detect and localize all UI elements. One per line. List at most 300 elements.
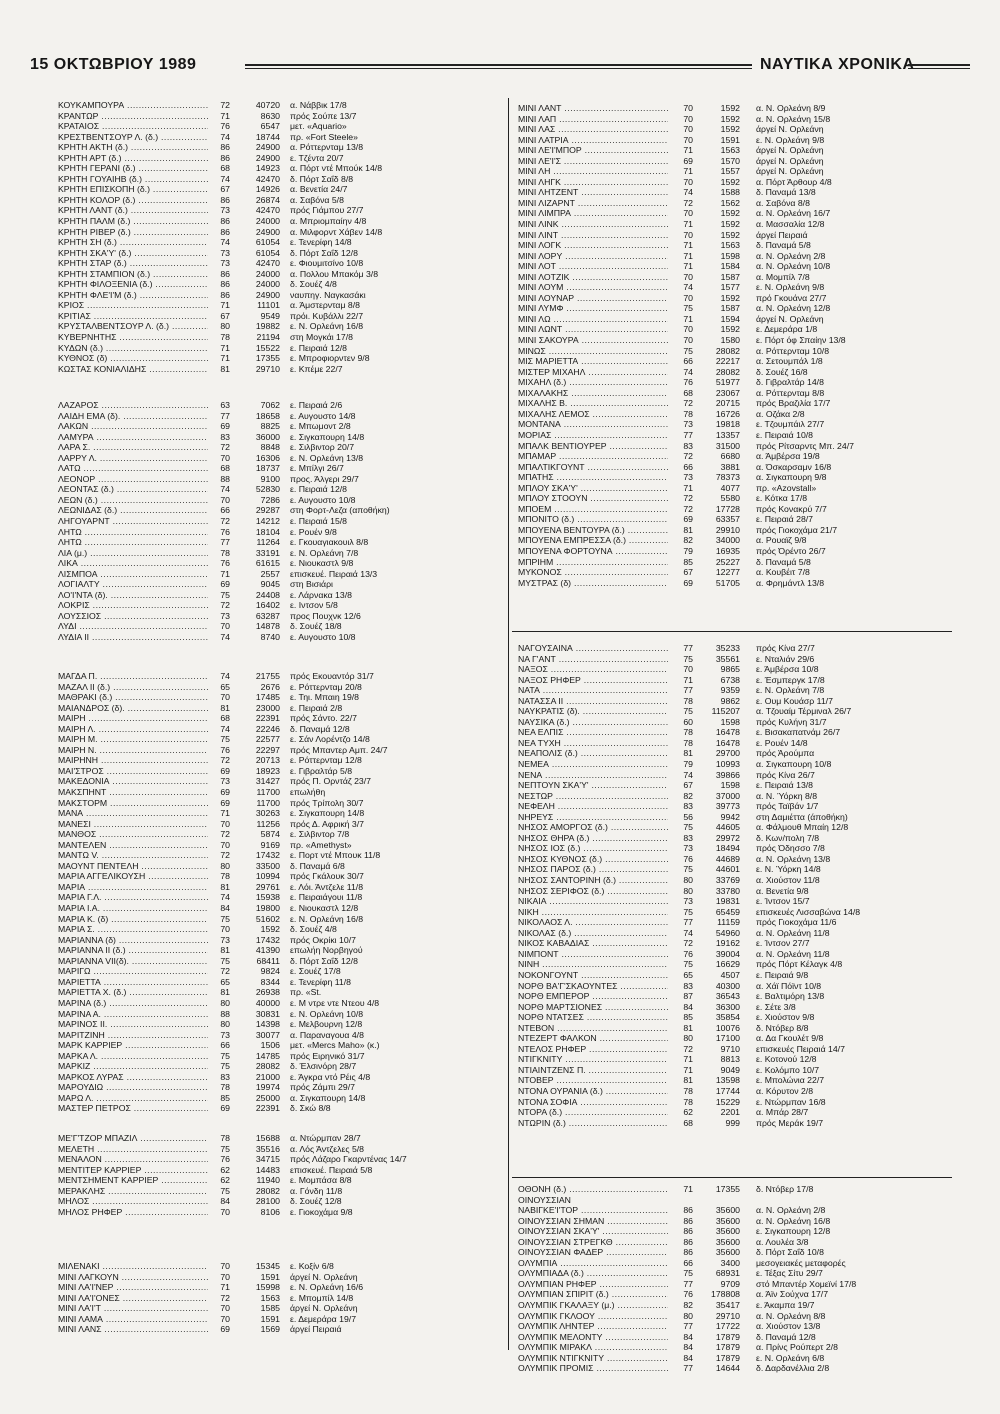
ship-name: ΝΟΚΟΝΓΟΥΝΤ ..... bbox=[518, 970, 668, 981]
build-year: 81 bbox=[683, 524, 693, 535]
tonnage: 17728 bbox=[715, 503, 740, 514]
ship-name: ΝΕΠΤΟΥΝ ΣΚΑ'Υ' ..... bbox=[518, 780, 668, 791]
ship-name: ΜΑΣΤΕΡ ΠΕΤΡΟΣ ..... bbox=[58, 1103, 208, 1114]
ship-name: ΛΕΟΝΤΑΣ (δ.) ..... bbox=[58, 484, 208, 495]
tonnage: 9710 bbox=[720, 1043, 740, 1054]
build-year: 70 bbox=[683, 324, 693, 335]
position-note: άργεί Ν. Ορλεάνη bbox=[756, 155, 824, 166]
build-year: 80 bbox=[683, 1310, 693, 1321]
position-note: α. Ν. Ορλεάνη 2/8 bbox=[756, 250, 826, 261]
tonnage: 2676 bbox=[260, 681, 280, 692]
build-year: 75 bbox=[683, 906, 693, 917]
tonnage: 25227 bbox=[715, 556, 740, 567]
build-year: 75 bbox=[683, 303, 693, 314]
ship-name: ΜΑΡΙΓΩ ..... bbox=[58, 966, 208, 977]
tonnage: 33780 bbox=[715, 885, 740, 896]
position-note: ε. Πόρτ όφ Σπαίην 13/8 bbox=[756, 335, 846, 346]
ship-name: ΝΕΑΠΟΛΙΣ (δ.) ..... bbox=[518, 748, 668, 759]
tonnage: 17485 bbox=[255, 692, 280, 703]
position-note: ε. Χιούστον 9/8 bbox=[756, 1012, 815, 1023]
position-note: ε. Ν. Ορλεάνη 9/8 bbox=[756, 282, 825, 293]
ship-name: ΛΕΟΝΟΡ ..... bbox=[58, 474, 208, 485]
tonnage: 16478 bbox=[715, 727, 740, 738]
ship-name: ΛΙΑ (μ.) ..... bbox=[58, 548, 208, 559]
ship-name: ΝΤΩΡΙΝ (δ.) ..... bbox=[518, 1118, 668, 1129]
tonnage: 51705 bbox=[715, 577, 740, 588]
position-note: δ. Δαρδανέλλια 2/8 bbox=[756, 1363, 830, 1374]
build-year: 70 bbox=[683, 134, 693, 145]
position-note: α. Φρημάντλ 13/8 bbox=[756, 577, 825, 588]
position-note: ε. Τζέντα 20/7 bbox=[290, 152, 344, 163]
position-note: ε. Σάν Λορέντζο 14/8 bbox=[290, 734, 370, 745]
ship-name: ΛΙΣΜΠΟΑ ..... bbox=[58, 569, 208, 580]
build-year: 67 bbox=[683, 567, 693, 578]
tonnage: 23067 bbox=[715, 387, 740, 398]
position-note: δ. Ντόβερ 17/8 bbox=[756, 1184, 814, 1194]
build-year: 73 bbox=[220, 776, 230, 787]
build-year: 76 bbox=[683, 377, 693, 388]
tonnage: 36300 bbox=[715, 1001, 740, 1012]
position-note: α. Μπάρ 28/7 bbox=[756, 1107, 809, 1118]
tonnage: 1598 bbox=[720, 250, 740, 261]
tonnage: 7062 bbox=[260, 400, 280, 410]
tonnage: 14923 bbox=[255, 163, 280, 174]
ship-name: ΜΠΛΟΥ ΣΤΟΟΥΝ ..... bbox=[518, 493, 668, 504]
ship-name: ΜΙΧΑΗΛ (δ.) ..... bbox=[518, 377, 668, 388]
position-note: στη Δαμιέττα (άποθήκη) bbox=[756, 811, 848, 822]
ship-name: ΝΤΟΒΕΡ ..... bbox=[518, 1075, 668, 1086]
tonnage: 35600 bbox=[715, 1236, 740, 1247]
position-note: πρός Όδησσο 7/8 bbox=[756, 843, 825, 854]
tonnage: 1577 bbox=[720, 282, 740, 293]
build-year: 78 bbox=[683, 695, 693, 706]
tonnage: 35600 bbox=[715, 1247, 740, 1258]
build-year: 66 bbox=[683, 356, 693, 367]
ship-name: ΜΠΟΕΜ ..... bbox=[518, 504, 668, 515]
build-year: 62 bbox=[220, 1164, 230, 1175]
position-note: α. Σαβόνα 5/8 bbox=[290, 194, 344, 205]
position-note: ε. Σιγκαπουρη 12/8 bbox=[756, 1226, 831, 1237]
position-note: α. Όσκαρσαμν 16/8 bbox=[756, 461, 832, 472]
ship-name: ΛΑΚΩΝ ..... bbox=[58, 421, 208, 432]
tonnage: 28082 bbox=[715, 366, 740, 377]
ship-name: ΜΑΡΚ ΚΑΡΡΙΕΡ ..... bbox=[58, 1040, 208, 1051]
ship-name: ΜΙΛΕΝΑΚΙ ..... bbox=[58, 1261, 208, 1272]
position-note: δ. Κων/πολη 7/8 bbox=[756, 832, 820, 843]
position-note: ε. Κοτονού 12/8 bbox=[756, 1054, 817, 1065]
position-note: ε. Πειραιά 10/8 bbox=[756, 429, 814, 440]
position-note: ε. Ρόττερνταμ 12/8 bbox=[290, 755, 362, 766]
ship-name: ΝΑΥΚΡΑΤΙΣ (δ). ..... bbox=[518, 706, 668, 717]
position-note: α. Μπριομπαίην 4/8 bbox=[290, 216, 367, 227]
build-year: 76 bbox=[220, 526, 230, 537]
position-note: ε. Ουμ Κουάσρ 11/7 bbox=[756, 695, 833, 706]
tonnage: 17744 bbox=[715, 1085, 740, 1096]
ship-name: ΝΗΣΟΣ ΚΥΘΝΟΣ (δ.) ..... bbox=[518, 854, 668, 865]
position-note: α. Παραναγουα 4/8 bbox=[290, 1029, 364, 1040]
ship-name: ΜΑΡΙΑ Κ. (δ) ..... bbox=[58, 914, 208, 925]
tonnage: 178808 bbox=[711, 1289, 740, 1300]
ship-name: ΜΑΚΣΤΟΡΜ ..... bbox=[58, 798, 208, 809]
ship-name: ΚΩΣΤΑΣ ΚΟΝΙΑΛΙΔΗΣ ..... bbox=[58, 364, 208, 375]
build-year: 74 bbox=[220, 173, 230, 184]
build-year: 67 bbox=[683, 780, 693, 791]
ship-name: ΝΕΝΑ ..... bbox=[518, 770, 668, 781]
build-year: 77 bbox=[220, 410, 230, 421]
build-year: 82 bbox=[683, 790, 693, 801]
build-year: 75 bbox=[683, 653, 693, 664]
build-year: 67 bbox=[220, 310, 230, 321]
tonnage: 33500 bbox=[255, 860, 280, 871]
ship-name: ΜΑΙΡΗ Λ. ..... bbox=[58, 724, 208, 735]
header-rule bbox=[908, 64, 970, 69]
build-year: 70 bbox=[683, 124, 693, 135]
build-year: 76 bbox=[220, 1154, 230, 1165]
build-year: 77 bbox=[683, 1363, 693, 1374]
build-year: 80 bbox=[220, 1019, 230, 1030]
build-year: 76 bbox=[683, 1289, 693, 1300]
position-note: α. Λουλέα 3/8 bbox=[756, 1236, 809, 1247]
ship-name: ΜΙΝΙ ΛΕ'Ι'ΜΠΟΡ ..... bbox=[518, 145, 668, 156]
tonnage: 18923 bbox=[255, 765, 280, 776]
build-year: 70 bbox=[683, 271, 693, 282]
position-note: ε. Βαλτιμόρη 13/8 bbox=[756, 991, 825, 1002]
position-note: επωλήθη bbox=[290, 787, 326, 798]
tonnage: 6547 bbox=[260, 121, 280, 132]
ship-name: ΜΙΝΙ ΛΑΠ ..... bbox=[518, 114, 668, 125]
ship-name: ΚΡΗΤΗ ΣΤΑΜΠΙΟΝ (δ.) ..... bbox=[58, 269, 208, 280]
position-note: α. Ρόττερνταμ 13/8 bbox=[290, 142, 364, 153]
position-note: στη Φορτ-Λεζα (αποθήκη) bbox=[290, 505, 390, 516]
position-note: μετ. «Mercs Maho» (κ.) bbox=[290, 1040, 380, 1051]
build-year: 87 bbox=[683, 991, 693, 1002]
ship-name: ΚΥΒΕΡΝΗΤΗΣ ..... bbox=[58, 332, 208, 343]
position-note: ε. Μπωμοντ 2/8 bbox=[290, 421, 351, 432]
position-note: α. Σιγκαπουρη 10/8 bbox=[756, 759, 832, 770]
tonnage: 17879 bbox=[715, 1352, 740, 1363]
tonnage: 24900 bbox=[255, 226, 280, 237]
position-note: επισκευές Πειραιά 14/7 bbox=[756, 1043, 845, 1054]
ship-name: ΜΠΟΥΕΝΑ ΒΕΝΤΟΥΡΑ (δ.) ..... bbox=[518, 525, 668, 536]
ship-name: ΜΑΡΙΕΤΤΑ Χ. (δ.) ..... bbox=[58, 987, 208, 998]
build-year: 71 bbox=[683, 219, 693, 230]
ship-name: ΝΗΣΟΣ ΣΕΡΙΦΟΣ (δ.) ..... bbox=[518, 886, 668, 897]
ship-name: ΝΑ Γ'ΑΝΤ ..... bbox=[518, 654, 668, 665]
build-year: 65 bbox=[220, 681, 230, 692]
position-note: επισκευές Λισσαβώνα 14/8 bbox=[756, 906, 861, 917]
position-note: α. Χιούστον 13/8 bbox=[756, 1321, 821, 1332]
position-note: α. Χιούστον 11/8 bbox=[756, 875, 820, 886]
tonnage: 44601 bbox=[715, 864, 740, 875]
build-year: 86 bbox=[220, 268, 230, 279]
tonnage: 9549 bbox=[260, 310, 280, 321]
ship-name: ΜΙΝΙ ΛΟΥΝΑΡ ..... bbox=[518, 293, 668, 304]
position-note: στη Μογκάι 17/8 bbox=[290, 332, 353, 343]
ship-name: ΝΗΣΟΣ ΙΟΣ (δ.) ..... bbox=[518, 843, 668, 854]
position-note: ε. Πειραιά 15/8 bbox=[290, 516, 348, 527]
ship-name: ΜΙΝΙ ΛΥΜΦ ..... bbox=[518, 303, 668, 314]
position-note: ε. Σιγκαπουρη 14/8 bbox=[290, 431, 365, 442]
ship-name: ΜΙΝΙ ΛΗΓΚ ..... bbox=[518, 177, 668, 188]
position-note: α. Ν. Ορλεάνη 15/8 bbox=[756, 113, 831, 124]
ship-name: ΜΙΝΙ ΛΙΖΑΡΝΤ ..... bbox=[518, 198, 668, 209]
build-year: 69 bbox=[683, 155, 693, 166]
build-year: 71 bbox=[220, 353, 230, 364]
position-note: μετ. «Aquario» bbox=[290, 121, 347, 132]
tonnage: 17355 bbox=[715, 1184, 740, 1194]
ship-name: ΚΡΥΣΤΑΛΒΕΝΤΣΟΥΡ Λ. (δ.) ..... bbox=[58, 321, 208, 332]
build-year: 86 bbox=[683, 1215, 693, 1226]
position-note: δ. Σουέζ 18/8 bbox=[290, 621, 342, 632]
ship-name: ΜΙΝΙ ΛΙΜΠΡΑ ..... bbox=[518, 208, 668, 219]
tonnage: 1592 bbox=[720, 176, 740, 187]
tonnage: 21755 bbox=[255, 671, 280, 681]
build-year: 70 bbox=[220, 1206, 230, 1217]
ship-name: ΝΤΕΒΟΝ ..... bbox=[518, 1023, 668, 1034]
tonnage: 15345 bbox=[255, 1261, 280, 1271]
tonnage: 11700 bbox=[256, 797, 280, 808]
position-note: α. Ν. Ορλεάνη 16/7 bbox=[756, 208, 831, 219]
build-year: 68 bbox=[220, 713, 230, 724]
position-note: α. Μιλφορντ Χάβεν 14/8 bbox=[290, 226, 383, 237]
ship-name: ΝΕΑ ΤΥΧΗ ..... bbox=[518, 738, 668, 749]
position-note: δ. Πόρτ Σαΐδ 10/8 bbox=[756, 1247, 824, 1258]
ship-name: ΚΡΗΤΗ ΓΟΥΑΙΗΒ (δ.) ..... bbox=[58, 174, 208, 185]
position-note: πρός Κυλήνη 31/7 bbox=[756, 716, 827, 727]
tonnage: 15998 bbox=[255, 1282, 280, 1293]
build-year: 66 bbox=[220, 1040, 230, 1051]
ship-name: ΜΙΝΙ ΛΟΥΜ ..... bbox=[518, 282, 668, 293]
build-year: 81 bbox=[683, 748, 693, 759]
tonnage: 68931 bbox=[715, 1268, 740, 1279]
tonnage: 35233 bbox=[715, 643, 740, 653]
position-note: άργεί Ν. Ορλεάνη bbox=[756, 124, 824, 135]
position-note: ε. Κότκα 17/8 bbox=[756, 493, 808, 504]
tonnage: 29710 bbox=[255, 363, 280, 374]
tonnage: 11264 bbox=[256, 537, 280, 548]
ship-name: ΜΑΙΡΗ Μ. ..... bbox=[58, 734, 208, 745]
build-year: 70 bbox=[220, 1303, 230, 1314]
position-note: α. Βενετία 24/7 bbox=[290, 184, 348, 195]
ship-name: ΜΑΡΙΑ Σ. ..... bbox=[58, 924, 208, 935]
ship-name: ΜΑΡΙΝΑ (δ.) ..... bbox=[58, 998, 208, 1009]
position-note: πρός Γιοκοχάμα 21/7 bbox=[756, 524, 838, 535]
tonnage: 78373 bbox=[715, 472, 740, 483]
build-year: 71 bbox=[683, 261, 693, 272]
ship-name: ΛΑΡΡΥ Λ. ..... bbox=[58, 453, 208, 464]
position-note: ε. Δεμεράρα 1/8 bbox=[756, 324, 818, 335]
position-note: ε. Ν. Ορλεάνη 16/6 bbox=[290, 1282, 364, 1293]
position-note: ε. Σιλβιντορ 20/7 bbox=[290, 442, 355, 453]
page-header bbox=[30, 52, 975, 82]
tonnage: 115207 bbox=[711, 706, 740, 717]
build-year: 84 bbox=[683, 1342, 693, 1353]
position-note: πρός Μεράκ 19/7 bbox=[756, 1117, 824, 1128]
build-year: 83 bbox=[683, 832, 693, 843]
build-year: 75 bbox=[683, 345, 693, 356]
ship-name: ΜΠΑΤΗΣ ..... bbox=[518, 472, 668, 483]
ship-name: ΜΠΡΙΗΜ ..... bbox=[518, 557, 668, 568]
ship-name: ΛΑΖΑΡΟΣ ..... bbox=[58, 400, 208, 411]
tonnage: 31500 bbox=[715, 440, 740, 451]
position-note: ε. Πειραιά 13/8 bbox=[756, 780, 814, 791]
position-note: δ. Παναμά 12/8 bbox=[756, 1331, 816, 1342]
tonnage: 52830 bbox=[255, 484, 280, 495]
build-year: 83 bbox=[683, 801, 693, 812]
position-note: δ. Σκώ 8/8 bbox=[290, 1103, 331, 1114]
position-note: πρός Όρέντο 26/7 bbox=[756, 545, 826, 556]
build-year: 69 bbox=[683, 514, 693, 525]
build-year: 73 bbox=[220, 1029, 230, 1040]
ship-name: ΛΥΔΙ ..... bbox=[58, 621, 208, 632]
ship-name: ΝΤΙΑΙΝΤΖΕΝΣ Π. ..... bbox=[518, 1065, 668, 1076]
tonnage: 14785 bbox=[255, 1050, 280, 1061]
ship-name: ΝΟΡΘ ΒΑ'Γ'ΣΚΑΟΥΝΤΕΣ ..... bbox=[518, 981, 668, 992]
position-note: προς. Άλγερι 29/7 bbox=[290, 473, 359, 484]
tonnage: 29710 bbox=[715, 1310, 740, 1321]
position-note: άργεί Πειραιά bbox=[290, 1324, 342, 1335]
ship-name: ΛΗΤΩ ..... bbox=[58, 537, 208, 548]
build-year: 72 bbox=[220, 100, 230, 110]
tonnage: 36000 bbox=[255, 431, 280, 442]
ship-name: ΟΙΝΟΥΣΣΙΑΝ ΣΗΜΑΝ ..... bbox=[518, 1216, 668, 1227]
tonnage: 14926 bbox=[255, 184, 280, 195]
build-year: 72 bbox=[220, 1292, 230, 1303]
build-year: 69 bbox=[220, 765, 230, 776]
tonnage: 1585 bbox=[260, 1303, 280, 1314]
ship-name: ΚΡΕΣΤΒΕΝΤΣΟΥΡ Λ. (δ.) ..... bbox=[58, 132, 208, 143]
build-year: 80 bbox=[683, 885, 693, 896]
tonnage: 31427 bbox=[255, 776, 280, 787]
position-note: στη Βισιάρι bbox=[290, 579, 333, 590]
build-year: 75 bbox=[220, 913, 230, 924]
build-year: 86 bbox=[220, 226, 230, 237]
build-year: 86 bbox=[220, 152, 230, 163]
position-note: πρός Άρούμπα bbox=[756, 748, 815, 759]
tonnage: 63287 bbox=[255, 610, 280, 621]
ship-name: ΛΑΙΔΗ ΕΜΑ (δ). ..... bbox=[58, 411, 208, 422]
ship-name: ΟΛΥΜΠΙΚ ΜΕΛΟΝΤΥ ..... bbox=[518, 1332, 668, 1343]
position-note: ε. Φιουμιτσίνο 10/8 bbox=[290, 258, 364, 269]
build-year: 74 bbox=[220, 671, 230, 681]
position-note: ε. Ρόττερνταμ 20/8 bbox=[290, 681, 362, 692]
ship-name: ΚΡΗΤΗ ΛΑΝΤ (δ.) ..... bbox=[58, 205, 208, 216]
build-year: 70 bbox=[683, 176, 693, 187]
tonnage: 35516 bbox=[255, 1143, 280, 1154]
position-note: α. Ν. Ορλεάνη 10/8 bbox=[756, 261, 831, 272]
build-year: 72 bbox=[220, 600, 230, 611]
position-note: α. Ρόττερνταμ 10/8 bbox=[756, 345, 830, 356]
position-note: δ. Παναμά 6/8 bbox=[290, 860, 345, 871]
build-year: 73 bbox=[220, 247, 230, 258]
tonnage: 8825 bbox=[260, 421, 280, 432]
ship-name: ΝΤΕΖΕΡΤ ΦΑΛΚΟΝ ..... bbox=[518, 1033, 668, 1044]
position-note: ε. Ν. Ορλεάνη 10/8 bbox=[290, 1008, 364, 1019]
tonnage: 2557 bbox=[260, 568, 280, 579]
ship-name: ΜΑΝΤΕΛΕΝ ..... bbox=[58, 840, 208, 851]
position-note: δ. Σουέζ 4/8 bbox=[290, 924, 337, 935]
position-note: ε. Μπίλγι 26/7 bbox=[290, 463, 344, 474]
position-note: ε. Σιγκαπουρη 14/8 bbox=[290, 808, 365, 819]
build-year: 73 bbox=[683, 472, 693, 483]
ship-name: ΜΕΝΑΛΟΝ ..... bbox=[58, 1154, 208, 1165]
build-year: 78 bbox=[220, 1082, 230, 1093]
position-note: α. Άμστερνταμ 8/8 bbox=[290, 300, 360, 311]
position-note: πρός Δ. Αφρική 3/7 bbox=[290, 818, 365, 829]
position-note: ε. Λόι. Άντζελε 11/8 bbox=[290, 881, 364, 892]
tonnage: 24900 bbox=[255, 142, 280, 153]
build-year: 70 bbox=[220, 1271, 230, 1282]
ship-name: ΚΡΙΟΣ ..... bbox=[58, 300, 208, 311]
ship-name: ΛΑΜΥΡΑ ..... bbox=[58, 432, 208, 443]
build-year: 74 bbox=[220, 237, 230, 248]
position-note: πρός Π. Ορντάζ 23/7 bbox=[290, 776, 371, 787]
position-note: πρ. «Amethyst» bbox=[290, 839, 352, 850]
tonnage: 29761 bbox=[255, 881, 280, 892]
build-year: 78 bbox=[683, 737, 693, 748]
build-year: 86 bbox=[683, 1236, 693, 1247]
ship-name: ΝΗΣΟΣ ΠΑΡΟΣ (δ.) ..... bbox=[518, 864, 668, 875]
tonnage: 1506 bbox=[260, 1040, 280, 1051]
ship-name: ΟΙΝΟΥΣΣΙΑΝ bbox=[518, 1194, 571, 1205]
tonnage: 13598 bbox=[715, 1075, 740, 1086]
tonnage: 1592 bbox=[720, 219, 740, 230]
position-note: πρ. «St. bbox=[290, 987, 322, 998]
tonnage: 24000 bbox=[255, 279, 280, 290]
build-year: 66 bbox=[683, 1257, 693, 1268]
tonnage: 54960 bbox=[715, 927, 740, 938]
tonnage: 1584 bbox=[720, 261, 740, 272]
build-year: 76 bbox=[220, 744, 230, 755]
tonnage: 18744 bbox=[255, 131, 280, 142]
build-year: 72 bbox=[220, 755, 230, 766]
tonnage: 1591 bbox=[720, 134, 740, 145]
position-note: ε. Κοξίν 6/8 bbox=[290, 1261, 334, 1271]
position-note: α. Σιγκαπουρη 9/8 bbox=[756, 472, 827, 483]
build-year: 68 bbox=[220, 163, 230, 174]
build-year: 71 bbox=[683, 1064, 693, 1075]
build-year: 74 bbox=[220, 484, 230, 495]
build-year: 68 bbox=[683, 1117, 693, 1128]
ship-name: ΝΤΟΝΑ ΟΥΡΑΝΙΑ (δ.) ..... bbox=[518, 1086, 668, 1097]
position-note: ε. Άκαμπα 19/7 bbox=[756, 1300, 815, 1311]
build-year: 82 bbox=[683, 535, 693, 546]
ship-name: ΜΙΝΙ ΛΟΤΖΙΚ ..... bbox=[518, 272, 668, 283]
build-year: 70 bbox=[220, 1313, 230, 1324]
tonnage: 9100 bbox=[260, 473, 280, 484]
tonnage: 29700 bbox=[715, 748, 740, 759]
ship-name: ΝΕΣΤΩΡ ..... bbox=[518, 791, 668, 802]
build-year: 60 bbox=[683, 716, 693, 727]
position-note: ε. Πειραιά 2/6 bbox=[290, 400, 343, 410]
ship-name: ΜΙΝΙ ΛΟΡΥ ..... bbox=[518, 251, 668, 262]
tonnage: 19818 bbox=[715, 419, 740, 430]
tonnage: 1563 bbox=[720, 240, 740, 251]
ship-name: ΜΟΝΤΑΝΑ ..... bbox=[518, 419, 668, 430]
tonnage: 11700 bbox=[256, 787, 280, 798]
ship-name: ΛΙΚΑ ..... bbox=[58, 558, 208, 569]
position-note: α. Ν. Ορλεάνη 12/8 bbox=[756, 303, 831, 314]
build-year: 70 bbox=[683, 292, 693, 303]
position-note: α. Ντώρμπαν 28/7 bbox=[290, 1133, 361, 1143]
ship-name: ΜΙΣΤΕΡ ΜΙΧΑΗΛ ..... bbox=[518, 367, 668, 378]
ship-name: ΜΙΝΙ ΛΩ ..... bbox=[518, 314, 668, 325]
position-note: πρός Κίνα 26/7 bbox=[756, 769, 815, 780]
tonnage: 17879 bbox=[715, 1331, 740, 1342]
build-year: 86 bbox=[220, 216, 230, 227]
position-note: ε. Ν. Ορλεάνη 16/8 bbox=[290, 321, 364, 332]
build-year: 75 bbox=[220, 955, 230, 966]
